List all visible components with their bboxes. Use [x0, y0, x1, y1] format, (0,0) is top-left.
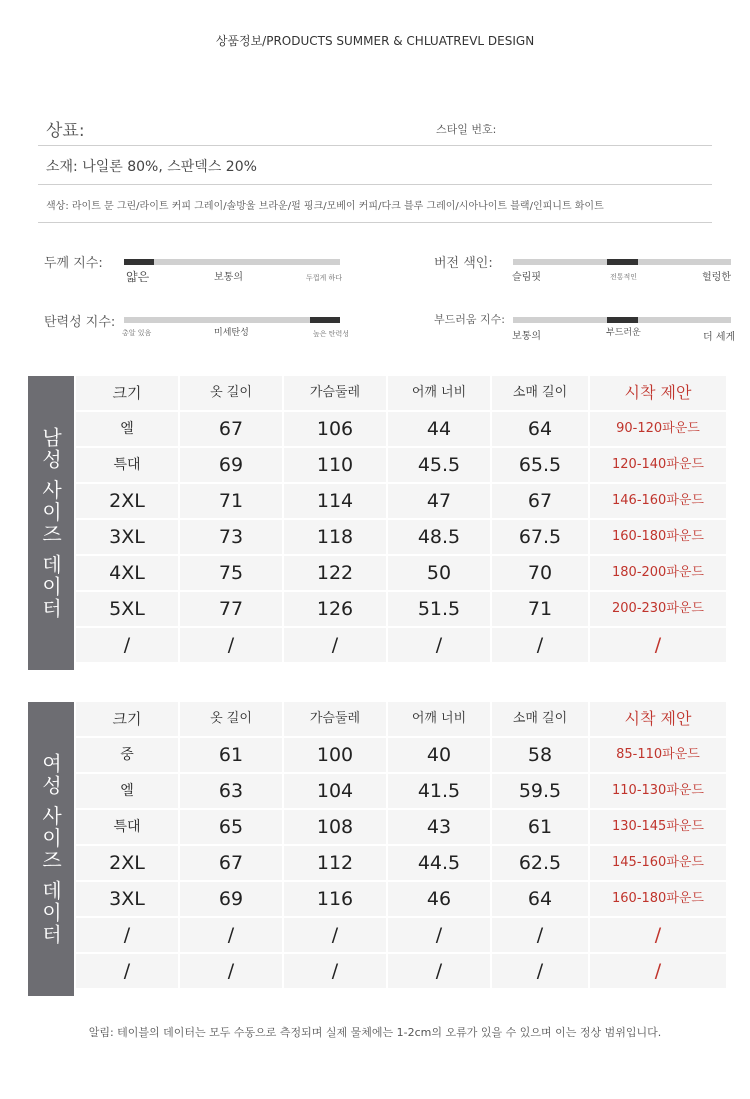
- thickness-indicator: [124, 259, 154, 265]
- table-cell: 146-160파운드: [590, 484, 726, 518]
- table-cell: /: [180, 918, 282, 952]
- thickness-tick-high: 두껍게 하다: [306, 274, 343, 282]
- material-text: 소재: 나일론 80%, 스판덱스 20%: [46, 159, 257, 175]
- table-cell: 48.5: [388, 520, 490, 554]
- table-cell: 110: [284, 448, 386, 482]
- women-side-label: 여성 사이즈 데이터: [38, 752, 63, 946]
- table-row: [74, 810, 726, 846]
- table-cell: 62.5: [492, 846, 588, 880]
- column-header: 소매 길이: [492, 702, 588, 736]
- table-cell: /: [590, 628, 726, 662]
- table-cell: /: [284, 628, 386, 662]
- table-cell: 45.5: [388, 448, 490, 482]
- divider: [38, 145, 712, 146]
- table-cell: 67: [492, 484, 588, 518]
- table-cell: 3XL: [76, 882, 178, 916]
- table-cell: /: [180, 954, 282, 988]
- page-title: 상품정보/PRODUCTS SUMMER & CHLUATREVL DESIGN: [215, 34, 535, 48]
- column-header: 가슴둘레: [284, 702, 386, 736]
- fit-indicator: [607, 259, 638, 265]
- table-cell: 5XL: [76, 592, 178, 626]
- softness-tick-high: 더 세게: [703, 332, 736, 343]
- column-header: 어깨 너비: [388, 376, 490, 410]
- table-cell: 126: [284, 592, 386, 626]
- fit-tick-low: 슬림핏: [512, 272, 541, 283]
- column-header: 크기: [76, 376, 178, 410]
- fit-scale: [513, 259, 731, 265]
- table-cell: 69: [180, 448, 282, 482]
- elasticity-scale: [124, 317, 340, 323]
- column-header: 시착 제안: [590, 702, 726, 736]
- table-row: [74, 628, 726, 664]
- table-cell: 100: [284, 738, 386, 772]
- colors-text: 색상: 라이트 문 그린/라이트 커피 그레이/솔방울 브라운/펄 핑크/모베이 커피/다크 블루 그레이/시아나이트 블랙/인피니트 화이트: [46, 201, 604, 212]
- table-cell: 4XL: [76, 556, 178, 590]
- thickness-tick-low: 얇은: [126, 270, 150, 284]
- table-cell: 2XL: [76, 484, 178, 518]
- table-cell: 77: [180, 592, 282, 626]
- table-cell: 160-180파운드: [590, 882, 726, 916]
- table-cell: 65.5: [492, 448, 588, 482]
- fit-tick-mid: 전통적인: [610, 273, 638, 281]
- table-cell: /: [388, 628, 490, 662]
- column-header: 옷 길이: [180, 702, 282, 736]
- table-cell: 특대: [76, 810, 178, 844]
- table-header-row: [74, 702, 726, 738]
- table-row: [74, 520, 726, 556]
- table-cell: 47: [388, 484, 490, 518]
- table-header-row: [74, 376, 726, 412]
- table-cell: /: [590, 918, 726, 952]
- table-cell: 104: [284, 774, 386, 808]
- table-cell: 43: [388, 810, 490, 844]
- table-cell: 40: [388, 738, 490, 772]
- softness-tick-low: 보통의: [512, 331, 541, 342]
- table-cell: 61: [492, 810, 588, 844]
- table-cell: 120-140파운드: [590, 448, 726, 482]
- table-cell: 엘: [76, 412, 178, 446]
- table-row: [74, 954, 726, 990]
- table-cell: 59.5: [492, 774, 588, 808]
- table-cell: 114: [284, 484, 386, 518]
- elasticity-tick-low: 총알 있음: [122, 329, 152, 337]
- table-cell: 180-200파운드: [590, 556, 726, 590]
- men-side-label: 남성 사이즈 데이터: [38, 426, 63, 620]
- table-cell: /: [76, 954, 178, 988]
- elasticity-label: 탄력성 지수:: [44, 315, 116, 330]
- thickness-scale: [124, 259, 340, 265]
- table-cell: 3XL: [76, 520, 178, 554]
- footnote: 알림: 테이블의 데이터는 모두 수동으로 측정되며 실제 물체에는 1-2cm의 오류가 있을 수 있으며 이는 정상 범위입니다.: [88, 1026, 662, 1039]
- table-row: [74, 774, 726, 810]
- table-cell: 122: [284, 556, 386, 590]
- table-cell: 145-160파운드: [590, 846, 726, 880]
- table-row: [74, 484, 726, 520]
- table-cell: /: [76, 918, 178, 952]
- softness-label: 부드러움 지수:: [434, 313, 505, 326]
- table-cell: 69: [180, 882, 282, 916]
- table-row: [74, 448, 726, 484]
- column-header: 어깨 너비: [388, 702, 490, 736]
- table-cell: 61: [180, 738, 282, 772]
- table-cell: 엘: [76, 774, 178, 808]
- column-header: 옷 길이: [180, 376, 282, 410]
- table-cell: /: [76, 628, 178, 662]
- table-cell: /: [284, 954, 386, 988]
- table-cell: 64: [492, 412, 588, 446]
- table-cell: 106: [284, 412, 386, 446]
- table-row: [74, 412, 726, 448]
- table-cell: /: [492, 918, 588, 952]
- fit-label: 버전 색인:: [434, 256, 493, 271]
- column-header: 크기: [76, 702, 178, 736]
- table-cell: 50: [388, 556, 490, 590]
- women-size-table: [28, 702, 726, 996]
- table-cell: 특대: [76, 448, 178, 482]
- table-cell: 90-120파운드: [590, 412, 726, 446]
- table-cell: /: [590, 954, 726, 988]
- elasticity-tick-mid: 미세탄성: [214, 328, 249, 338]
- table-row: [74, 738, 726, 774]
- table-cell: 108: [284, 810, 386, 844]
- elasticity-tick-high: 높은 탄력성: [313, 330, 350, 338]
- table-row: [74, 556, 726, 592]
- table-cell: 85-110파운드: [590, 738, 726, 772]
- table-cell: 70: [492, 556, 588, 590]
- table-cell: 67.5: [492, 520, 588, 554]
- table-cell: /: [284, 918, 386, 952]
- table-cell: 112: [284, 846, 386, 880]
- table-cell: 67: [180, 412, 282, 446]
- table-cell: /: [388, 954, 490, 988]
- table-cell: 75: [180, 556, 282, 590]
- table-cell: 71: [180, 484, 282, 518]
- table-cell: 200-230파운드: [590, 592, 726, 626]
- divider: [38, 222, 712, 223]
- style-number-label: 스타일 번호:: [436, 123, 497, 136]
- table-cell: 중: [76, 738, 178, 772]
- table-cell: 71: [492, 592, 588, 626]
- softness-indicator: [607, 317, 638, 323]
- column-header: 시착 제안: [590, 376, 726, 410]
- table-cell: 58: [492, 738, 588, 772]
- table-cell: /: [388, 918, 490, 952]
- softness-tick-mid: 부드러운: [606, 328, 641, 338]
- table-cell: 44.5: [388, 846, 490, 880]
- table-cell: 67: [180, 846, 282, 880]
- thickness-tick-mid: 보통의: [214, 272, 243, 283]
- table-cell: /: [492, 628, 588, 662]
- divider: [38, 184, 712, 185]
- table-cell: 2XL: [76, 846, 178, 880]
- brand-label: 상표:: [46, 121, 85, 141]
- women-side-bar: [28, 702, 74, 996]
- table-cell: 65: [180, 810, 282, 844]
- table-row: [74, 882, 726, 918]
- table-cell: 118: [284, 520, 386, 554]
- table-cell: /: [492, 954, 588, 988]
- table-cell: 110-130파운드: [590, 774, 726, 808]
- column-header: 가슴둘레: [284, 376, 386, 410]
- fit-tick-high: 헐렁한: [702, 272, 731, 283]
- table-cell: 44: [388, 412, 490, 446]
- softness-scale: [513, 317, 731, 323]
- table-cell: 73: [180, 520, 282, 554]
- table-cell: 160-180파운드: [590, 520, 726, 554]
- table-cell: 51.5: [388, 592, 490, 626]
- table-cell: 46: [388, 882, 490, 916]
- column-header: 소매 길이: [492, 376, 588, 410]
- table-cell: 63: [180, 774, 282, 808]
- table-row: [74, 918, 726, 954]
- table-cell: 116: [284, 882, 386, 916]
- table-cell: 64: [492, 882, 588, 916]
- table-cell: 41.5: [388, 774, 490, 808]
- thickness-label: 두께 지수:: [44, 256, 103, 271]
- table-cell: /: [180, 628, 282, 662]
- elasticity-indicator: [310, 317, 340, 323]
- table-row: [74, 846, 726, 882]
- table-row: [74, 592, 726, 628]
- men-side-bar: [28, 376, 74, 670]
- men-size-table: [28, 376, 726, 670]
- table-cell: 130-145파운드: [590, 810, 726, 844]
